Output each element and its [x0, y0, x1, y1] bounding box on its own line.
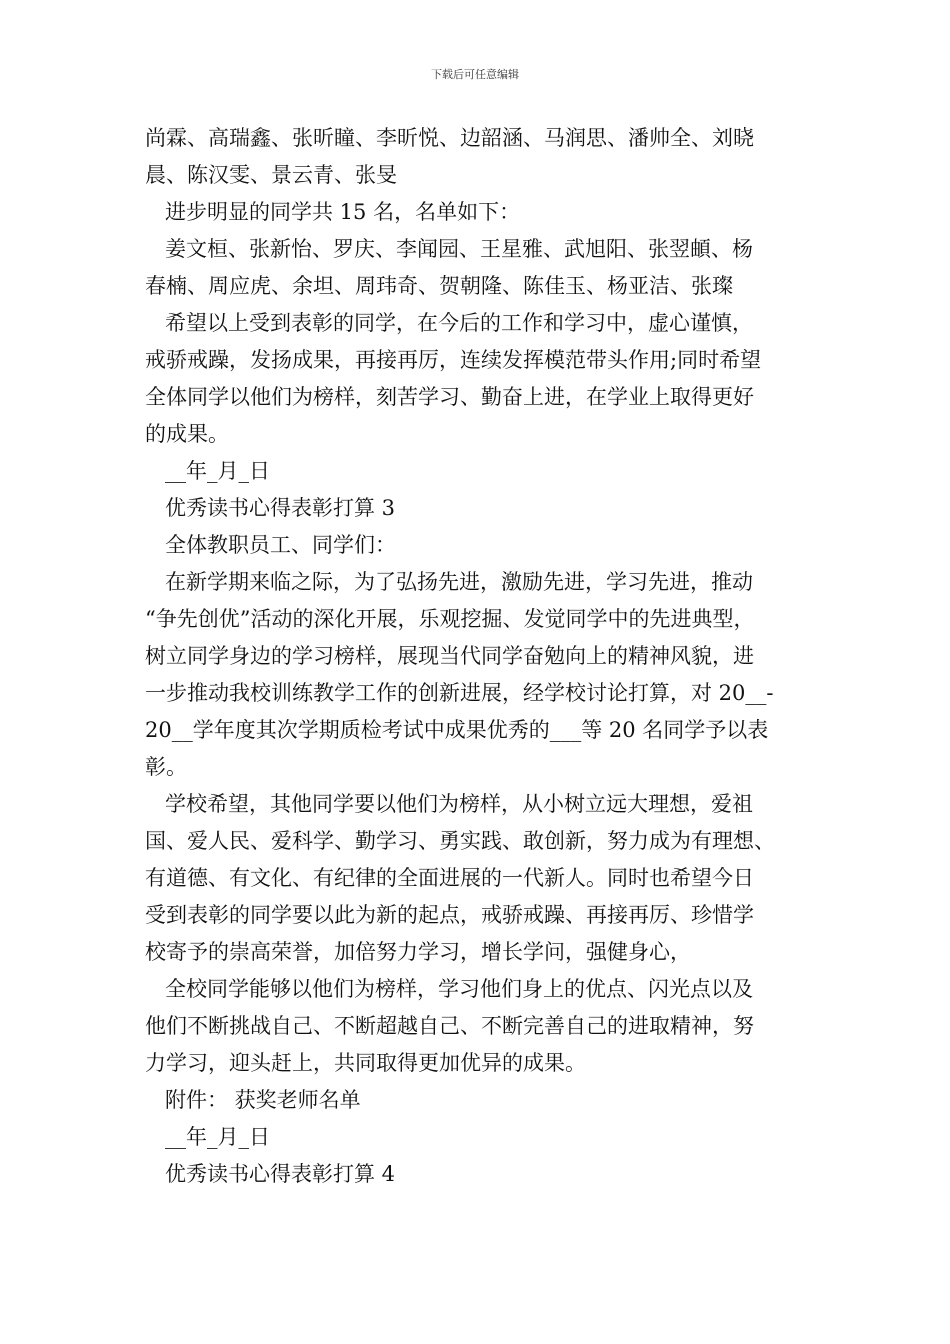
text-line: 希望以上受到表彰的同学，在今后的工作和学习中，虚心谨慎， [165, 311, 753, 335]
paragraph [145, 971, 825, 1082]
paragraph [145, 527, 825, 564]
text-line: 尚霖、高瑞鑫、张昕瞳、李昕悦、边韶涵、马润思、潘帅全、刘晓 [145, 126, 754, 150]
text-line: 优秀读书心得表彰打算 3 [165, 496, 396, 520]
text-line: 20__学年度其次学期质检考试中成果优秀的___等 20 名同学予以表 [145, 718, 769, 742]
text-line: 他们不断挑战自己、不断超越自己、不断完善自己的进取精神，努 [145, 1014, 754, 1038]
text-line: 晨、陈汉雯、景云青、张旻 [145, 163, 397, 187]
text-line: 戒骄戒躁，发扬成果，再接再厉，连续发挥模范带头作用;同时希望 [145, 348, 762, 372]
text-line: 一步推动我校训练教学工作的创新进展，经学校讨论打算，对 20__- [145, 681, 774, 705]
text-line: 学校希望，其他同学要以他们为榜样，从小树立远大理想，爱祖 [165, 792, 753, 816]
paragraph [145, 231, 825, 305]
text-line: 进步明显的同学共 15 名，名单如下： [165, 200, 521, 224]
text-line: 在新学期来临之际，为了弘扬先进，激励先进，学习先进，推动 [165, 570, 753, 594]
text-line: 姜文桓、张新怡、罗庆、李闻园、王星雅、武旭阳、张翌頔、杨 [165, 237, 753, 261]
text-line: __年_月_日 [165, 1125, 270, 1149]
paragraph [145, 1156, 825, 1193]
paragraph [145, 194, 825, 231]
paragraph [145, 453, 825, 490]
text-line: 有道德、有文化、有纪律的全面进展的一代新人。同时也希望今日 [145, 866, 754, 890]
text-line: 春楠、周应虎、余坦、周玮奇、贺朝隆、陈佳玉、杨亚洁、张璨 [145, 274, 733, 298]
paragraph [145, 305, 825, 453]
text-line: 附件： 获奖老师名单 [165, 1088, 361, 1112]
text-line: 的成果。 [145, 422, 229, 446]
text-line: 优秀读书心得表彰打算 4 [165, 1162, 396, 1186]
text-line: 国、爱人民、爱科学、勤学习、勇实践、敢创新，努力成为有理想、 [145, 829, 775, 853]
paragraph [145, 490, 825, 527]
document-body [145, 120, 825, 1193]
paragraph [145, 1119, 825, 1156]
paragraph [145, 120, 825, 194]
paragraph [145, 786, 825, 971]
text-line: 校寄予的崇高荣誉，加倍努力学习，增长学问，强健身心， [145, 940, 691, 964]
text-line: “争先创优”活动的深化开展，乐观挖掘、发觉同学中的先进典型， [145, 607, 755, 631]
paragraph [145, 564, 825, 786]
text-line: 全体教职员工、同学们： [165, 533, 396, 557]
text-line: 力学习，迎头赶上，共同取得更加优异的成果。 [145, 1051, 586, 1075]
text-line: 彰。 [145, 755, 187, 779]
page-header: 下载后可任意编辑 [431, 68, 519, 81]
text-line: 全体同学以他们为榜样，刻苦学习、勤奋上进，在学业上取得更好 [145, 385, 754, 409]
text-line: 树立同学身边的学习榜样，展现当代同学奋勉向上的精神风貌，进 [145, 644, 754, 668]
text-line: 受到表彰的同学要以此为新的起点，戒骄戒躁、再接再厉、珍惜学 [145, 903, 754, 927]
paragraph [145, 1082, 825, 1119]
text-line: 全校同学能够以他们为榜样，学习他们身上的优点、闪光点以及 [165, 977, 753, 1001]
text-line: __年_月_日 [165, 459, 270, 483]
